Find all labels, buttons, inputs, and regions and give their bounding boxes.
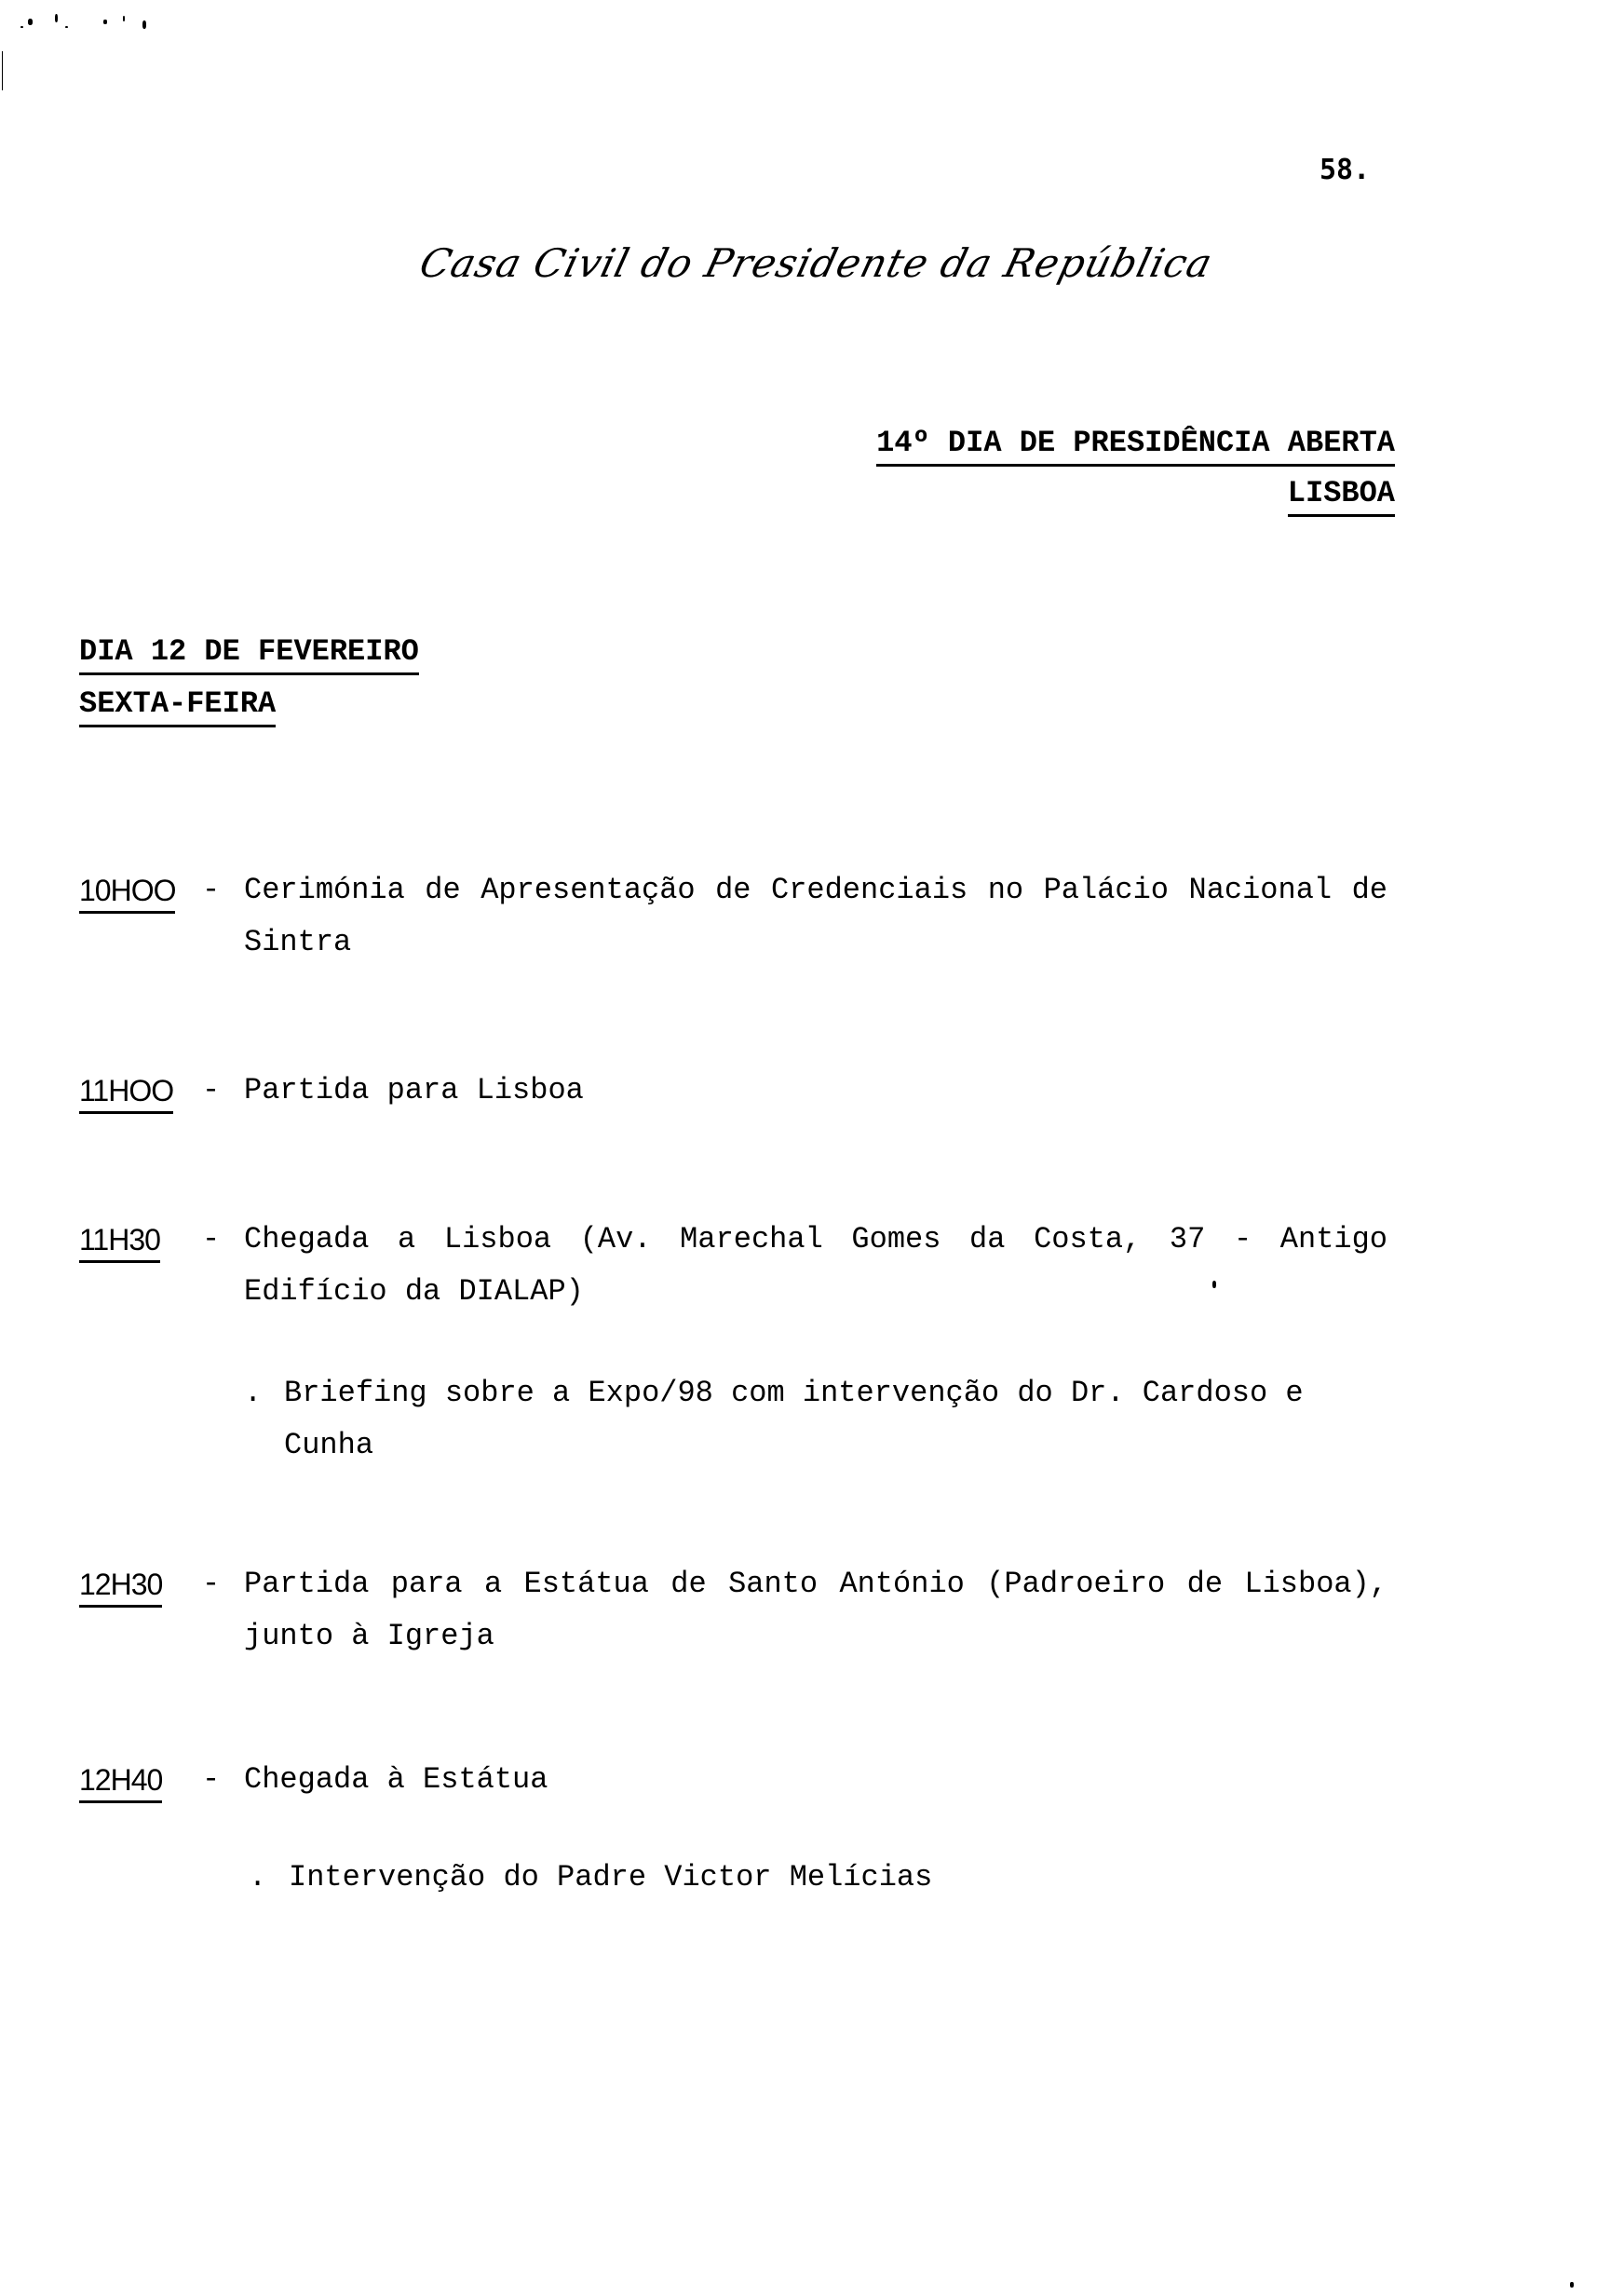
date-heading-text: DIA 12 DE FEVEREIRO <box>79 637 419 675</box>
scan-speck <box>123 16 125 21</box>
scan-speck <box>1570 2282 1574 2288</box>
entry-description: Cerimónia de Apresentação de Credenciais no Palácio Nacional de Sintra <box>244 873 1387 959</box>
entry-description: Chegada a Lisboa (Av. Marechal Gomes da Costa, 37 - Antigo Edifício da DIALAP) <box>244 1222 1387 1309</box>
sub-item-text: Briefing sobre a Expo/98 com intervenção do Dr. Cardoso e Cunha <box>284 1376 1304 1462</box>
entry-time: 12H30 <box>79 1569 162 1608</box>
letterhead: Casa Civil do Presidente da República <box>414 240 1218 286</box>
bullet-marker: . <box>249 1860 267 1894</box>
entry-sub-item <box>249 1852 1392 1904</box>
scan-speck <box>55 14 58 22</box>
scan-margin-line <box>2 51 3 90</box>
sub-item-text: Intervenção do Padre Victor Melícias <box>289 1860 933 1894</box>
document-title <box>876 428 1395 467</box>
scan-speck <box>20 26 23 28</box>
document-subtitle-text: LISBOA <box>1288 479 1395 517</box>
entry-time: 11HOO <box>79 1076 173 1114</box>
bullet-marker: . <box>244 1376 263 1410</box>
scan-speck <box>65 26 68 28</box>
entry-time: 10HOO <box>79 876 175 914</box>
entry-description: Partida para Lisboa <box>244 1073 584 1107</box>
entry-separator: - <box>202 1222 221 1256</box>
page-number: 58. <box>1320 154 1371 186</box>
entry-separator: - <box>202 1762 221 1797</box>
entry-time: 12H40 <box>79 1765 162 1803</box>
date-heading <box>79 634 419 675</box>
entry-sub-item <box>244 1367 1387 1472</box>
entry-separator: - <box>202 1567 221 1601</box>
weekday-heading <box>79 686 277 727</box>
scan-speck <box>28 19 33 25</box>
entry-description: Partida para a Estátua de Santo António (Padroeiro de Lisboa), junto à Igreja <box>244 1567 1387 1653</box>
document-subtitle-location <box>1287 476 1395 517</box>
entry-separator: - <box>202 873 221 907</box>
weekday-heading-text: SEXTA-FEIRA <box>79 689 276 727</box>
scan-speck <box>103 20 107 24</box>
entry-description: Chegada à Estátua <box>244 1762 548 1797</box>
scan-speck <box>142 20 146 29</box>
entry-separator: - <box>202 1073 221 1107</box>
document-title-text: 14º DIA DE PRESIDÊNCIA ABERTA <box>876 428 1395 467</box>
entry-time: 11H30 <box>79 1225 160 1263</box>
